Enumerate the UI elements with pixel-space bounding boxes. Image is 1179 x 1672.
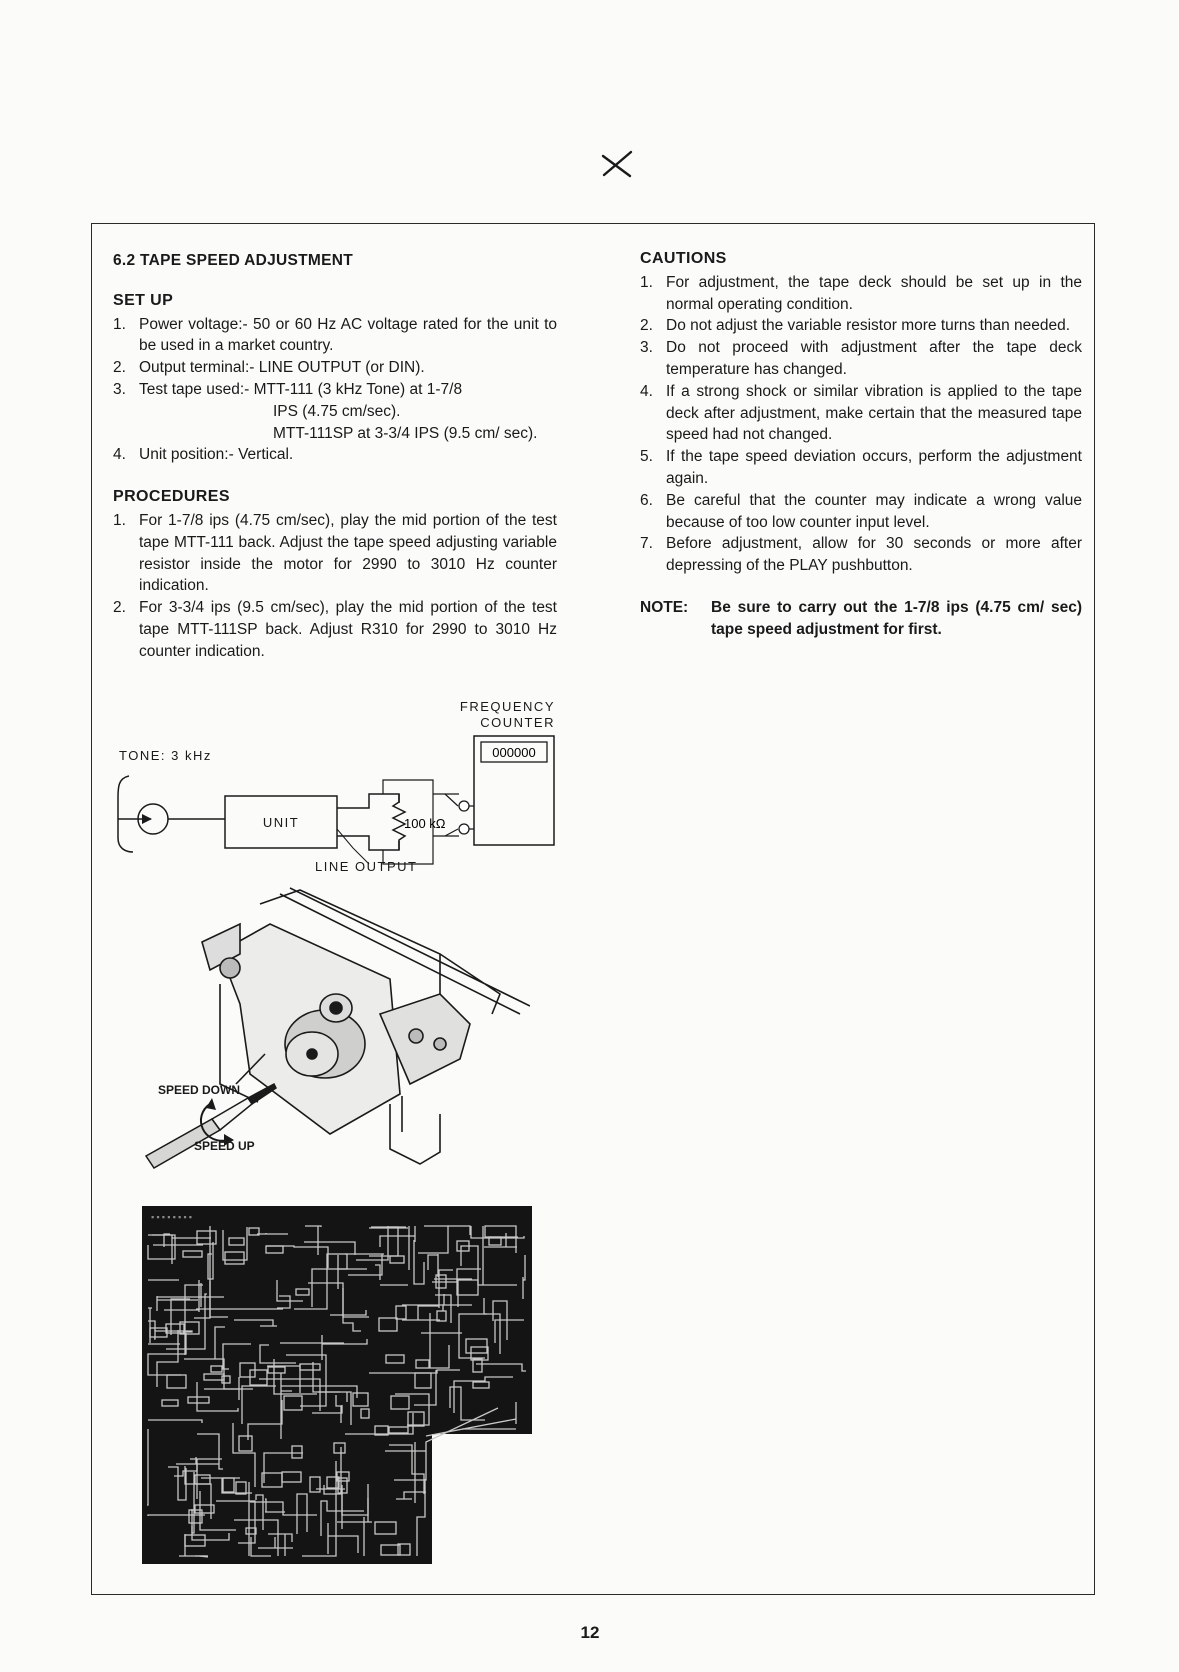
- unit-label: UNIT: [262, 815, 300, 830]
- line-output-label: LINE OUTPUT: [315, 859, 418, 874]
- procedures-list: [113, 510, 557, 663]
- list-item: 3. Do not proceed with adjustment after the tape deck temperature has changed.: [640, 339, 1082, 378]
- procedures-heading: PROCEDURES: [113, 488, 230, 506]
- cautions-list: [640, 272, 1082, 577]
- resistor-label: 100 kΩ: [404, 816, 446, 831]
- setup-heading: SET UP: [113, 291, 174, 309]
- pcb-photo: [142, 1206, 532, 1564]
- setup-item3-cont: IPS (4.75 cm/sec).: [273, 402, 401, 420]
- svg-text:▪▪▪▪▪▪▪▪: ▪▪▪▪▪▪▪▪: [150, 1213, 194, 1223]
- counter-label-2: COUNTER: [480, 715, 555, 730]
- speed-down-label: SPEED DOWN: [158, 1083, 241, 1097]
- list-item: 4. Unit position:- Vertical.: [113, 446, 294, 464]
- cautions-heading: CAUTIONS: [640, 250, 727, 267]
- left-column: [113, 250, 557, 683]
- setup-list: [113, 314, 557, 467]
- note: [640, 597, 1082, 641]
- note-label: NOTE:: [640, 598, 689, 616]
- setup-item3-cont: MTT-111SP at 3-3/4 IPS (9.5 cm/ sec).: [273, 424, 538, 442]
- cross-mark-icon: [600, 150, 634, 180]
- list-item: 2. Do not adjust the variable resistor more turns than needed.: [640, 317, 1071, 335]
- list-item: 7. Before adjustment, allow for 30 seconds or more after depressing of the PLAY pushbutton.: [640, 535, 1082, 575]
- list-item: 3. Test tape used:- MTT-111 (3 kHz Tone) at 1-7/8: [113, 380, 463, 398]
- list-item: 2. For 3-3/4 ips (9.5 cm/sec), play the mid portion of the test tape MTT-111SP back. Adjust R310 for 2990 to 3010 Hz counter indication.: [113, 599, 557, 660]
- list-item: 2. Output terminal:- LINE OUTPUT (or DIN).: [113, 359, 425, 377]
- page-number: 12: [580, 1623, 600, 1642]
- right-column: [640, 248, 1082, 641]
- list-item: 1. For adjustment, the tape deck should be set up in the normal operating condition.: [640, 273, 1082, 313]
- list-item: 1. Power voltage:- 50 or 60 Hz AC voltage rated for the unit to be used in a market country.: [113, 315, 557, 355]
- counter-label-1: FREQUENCY: [459, 699, 555, 714]
- note-text: Be sure to carry out the 1-7/8 ips (4.75 cm/ sec) tape speed adjustment for first.: [711, 598, 1082, 638]
- list-item: 4. If a strong shock or similar vibration is applied to the tape deck after adjustment, make certain that the measured tape speed had not changed.: [640, 382, 1082, 444]
- tape-mechanism-illustration: [140, 884, 530, 1174]
- speed-up-label: SPEED UP: [194, 1139, 255, 1153]
- tone-label: TONE: 3 kHz: [119, 748, 212, 763]
- list-item: 1. For 1-7/8 ips (4.75 cm/sec), play the mid portion of the test tape MTT-111 back. Adjust the tape speed adjusting variable resistor inside the motor for 2990 to 3010 Hz counter indication.: [113, 511, 557, 595]
- list-item: 6. Be careful that the counter may indicate a wrong value because of too low counter input level.: [640, 491, 1082, 531]
- section-title: 6.2 TAPE SPEED ADJUSTMENT: [113, 252, 354, 269]
- counter-value: 000000: [492, 745, 536, 760]
- list-item: 5. If the tape speed deviation occurs, perform the adjustment again.: [640, 448, 1082, 487]
- connection-diagram: [115, 698, 565, 878]
